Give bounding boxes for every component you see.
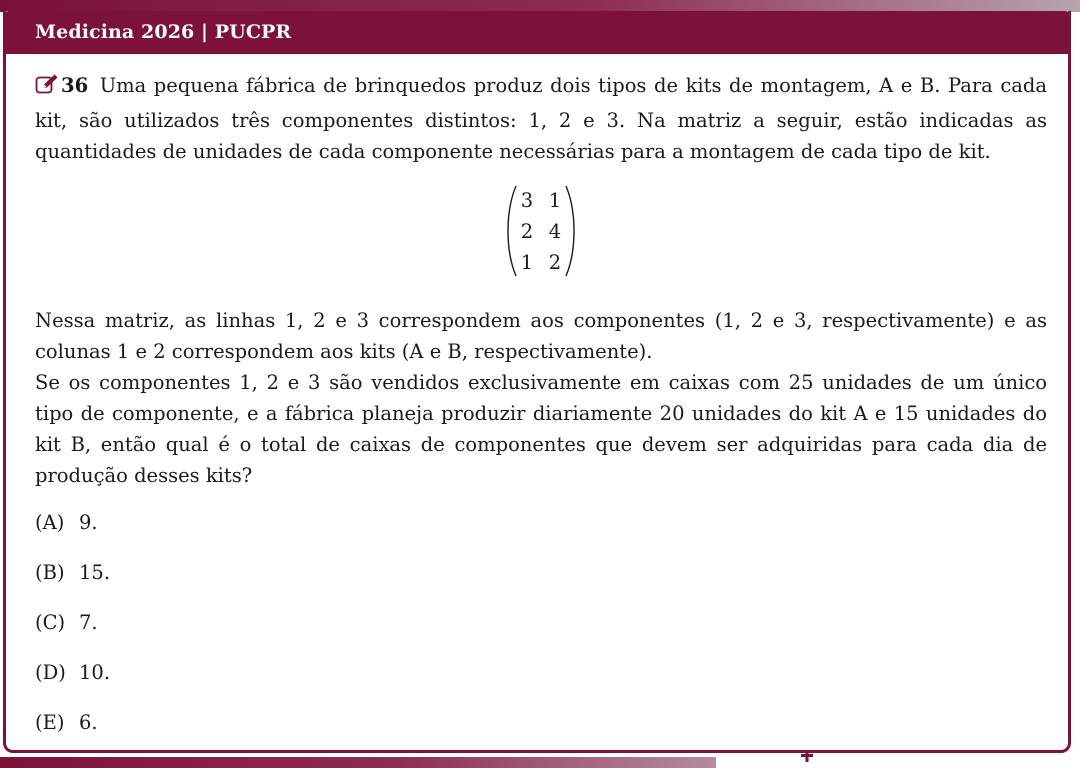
matrix-explanation: Nessa matriz, as linhas 1, 2 e 3 correspondem aos componentes (1, 2 e 3, respectivamente) e as colunas 1 e 2 correspondem aos kits (A e B, respectivamente). [35, 309, 1047, 363]
option-letter: (A) [35, 511, 65, 534]
option-c[interactable] [35, 607, 1047, 657]
matrix-block [35, 167, 1047, 305]
question-statement: Uma pequena fábrica de brinquedos produz dois tipos de kits de montagem, A e B. Para cada kit, são utilizados três componentes distintos: 1, 2 e 3. Na matriz a seguir, estão indicadas as quantidades de unidades de cada componente necessárias para a montagem de cada tipo de kit. [35, 74, 1047, 163]
component-matrix [507, 185, 575, 277]
header-banner [3, 11, 1071, 54]
option-letter: (D) [35, 661, 66, 684]
option-letter: (B) [35, 561, 65, 584]
matrix-left-paren [507, 185, 517, 277]
matrix-row-3 [517, 247, 565, 278]
option-b[interactable] [35, 557, 1047, 607]
matrix-cell: 1 [520, 251, 534, 274]
matrix-right-paren [565, 185, 575, 277]
option-letter: (E) [35, 711, 65, 734]
question-content [35, 70, 1047, 757]
matrix-cell: 2 [520, 220, 534, 243]
question-prompt: Se os componentes 1, 2 e 3 são vendidos exclusivamente em caixas com 25 unidades de um único tipo de componente, e a fábrica planeja produzir diariamente 20 unidades do kit A e 15 unidades do kit B, então qual é o total de caixas de componentes que devem ser adquiridas para cada dia de produção desses kits? [35, 371, 1047, 487]
option-text: 15. [79, 561, 111, 584]
matrix-cell: 4 [548, 220, 562, 243]
option-text: 7. [79, 611, 98, 634]
option-e[interactable] [35, 707, 1047, 757]
question-number: 36 [61, 74, 89, 97]
edit-icon [35, 74, 59, 105]
matrix-cell: 1 [548, 189, 562, 212]
matrix-grid [517, 185, 565, 278]
question-statement-paragraph [35, 70, 1047, 167]
option-letter: (C) [35, 611, 66, 634]
option-text: 9. [79, 511, 98, 534]
matrix-row-1 [517, 185, 565, 216]
option-a[interactable] [35, 507, 1047, 557]
matrix-cell: 2 [548, 251, 562, 274]
option-text: 10. [79, 661, 111, 684]
matrix-cell: 3 [520, 189, 534, 212]
header-title: Medicina 2026 | PUCPR [35, 21, 292, 43]
matrix-row-2 [517, 216, 565, 247]
option-d[interactable] [35, 657, 1047, 707]
cross-icon [801, 750, 813, 762]
answer-options [35, 507, 1047, 757]
option-text: 6. [79, 711, 98, 734]
bottom-decor-bar [0, 757, 716, 768]
